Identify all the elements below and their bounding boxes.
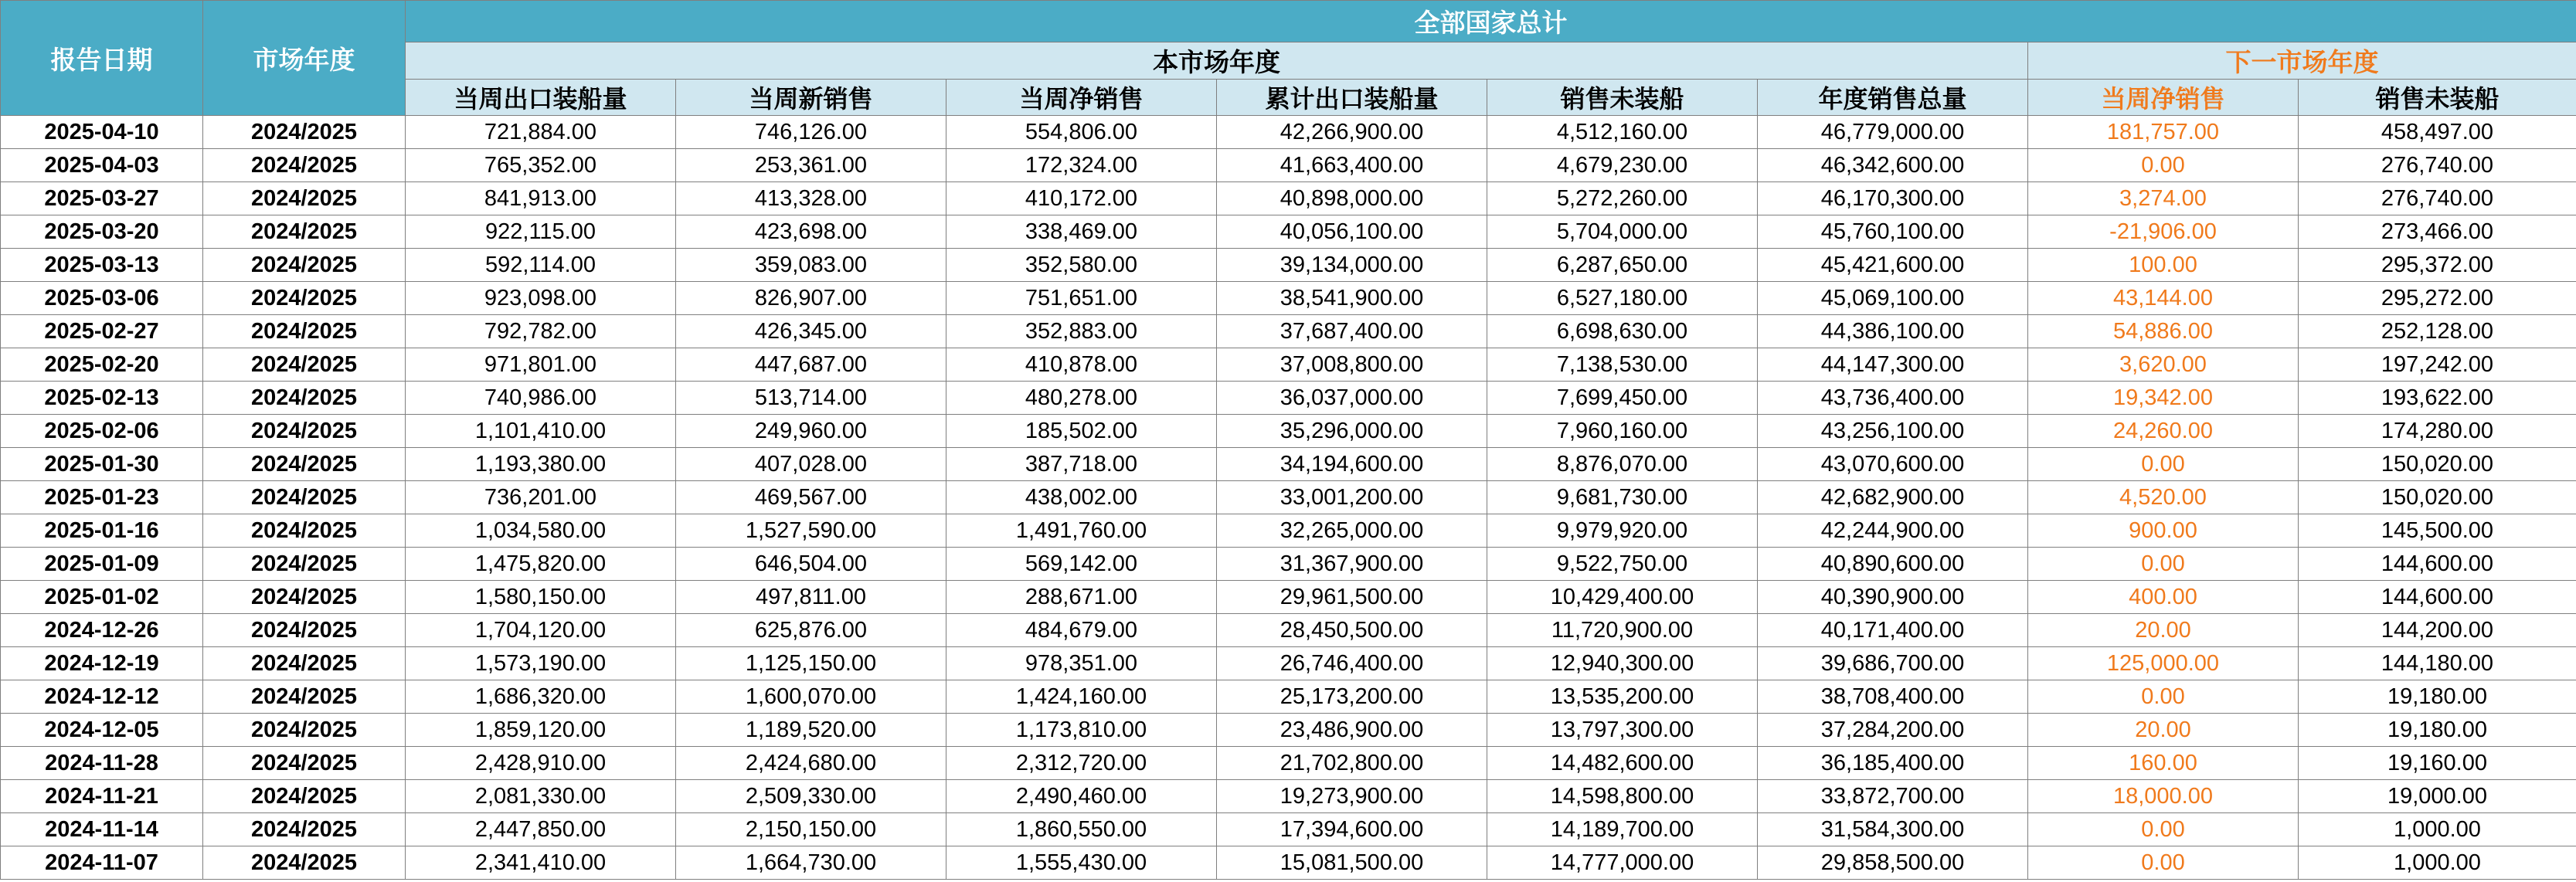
weekly-net-sales-cell[interactable]: 352,883.00 — [946, 315, 1217, 348]
outstanding-sales-cell[interactable]: 11,720,900.00 — [1487, 614, 1758, 647]
weekly-new-sales-cell[interactable]: 447,687.00 — [676, 348, 946, 382]
weekly-exports-cell[interactable]: 721,884.00 — [406, 116, 676, 149]
weekly-new-sales-cell[interactable]: 2,150,150.00 — [676, 813, 946, 846]
date-cell[interactable]: 2024-11-28 — [1, 747, 203, 780]
weekly-net-sales-cell[interactable]: 410,172.00 — [946, 182, 1217, 215]
next-outstanding-cell[interactable]: 19,180.00 — [2299, 680, 2576, 714]
next-outstanding-cell[interactable]: 273,466.00 — [2299, 215, 2576, 249]
weekly-exports-cell[interactable]: 1,686,320.00 — [406, 680, 676, 714]
market-year-cell[interactable]: 2024/2025 — [203, 215, 406, 249]
total-commitments-cell[interactable]: 39,686,700.00 — [1758, 647, 2028, 680]
market-year-cell[interactable]: 2024/2025 — [203, 714, 406, 747]
next-outstanding-cell[interactable]: 197,242.00 — [2299, 348, 2576, 382]
weekly-exports-cell[interactable]: 1,704,120.00 — [406, 614, 676, 647]
weekly-exports-cell[interactable]: 792,782.00 — [406, 315, 676, 348]
outstanding-sales-cell[interactable]: 14,189,700.00 — [1487, 813, 1758, 846]
next-outstanding-cell[interactable]: 144,200.00 — [2299, 614, 2576, 647]
date-cell[interactable]: 2025-03-20 — [1, 215, 203, 249]
next-net-sales-cell[interactable]: 0.00 — [2028, 149, 2299, 182]
next-net-sales-cell[interactable]: 24,260.00 — [2028, 415, 2299, 448]
date-cell[interactable]: 2025-02-20 — [1, 348, 203, 382]
table-row — [1, 780, 2576, 813]
weekly-new-sales-cell[interactable]: 513,714.00 — [676, 382, 946, 415]
market-year-cell[interactable]: 2024/2025 — [203, 680, 406, 714]
date-cell[interactable]: 2025-02-27 — [1, 315, 203, 348]
col-weekly-exports-header[interactable]: 当周出口装船量 — [406, 80, 676, 116]
table-row — [1, 448, 2576, 481]
table-row — [1, 415, 2576, 448]
next-outstanding-cell[interactable]: 1,000.00 — [2299, 846, 2576, 880]
next-net-sales-cell[interactable]: 125,000.00 — [2028, 647, 2299, 680]
date-cell[interactable]: 2025-02-13 — [1, 382, 203, 415]
date-cell[interactable]: 2024-12-26 — [1, 614, 203, 647]
current-market-year-header[interactable]: 本市场年度 — [406, 42, 2028, 80]
market-year-cell[interactable]: 2024/2025 — [203, 780, 406, 813]
table-row — [1, 315, 2576, 348]
table-row — [1, 382, 2576, 415]
table-row — [1, 680, 2576, 714]
accumulated-exports-cell[interactable]: 40,056,100.00 — [1217, 215, 1487, 249]
table-row — [1, 282, 2576, 315]
date-cell[interactable]: 2025-02-06 — [1, 415, 203, 448]
weekly-new-sales-cell[interactable]: 1,189,520.00 — [676, 714, 946, 747]
market-year-cell[interactable]: 2024/2025 — [203, 581, 406, 614]
accumulated-exports-cell[interactable]: 23,486,900.00 — [1217, 714, 1487, 747]
weekly-net-sales-cell[interactable]: 1,173,810.00 — [946, 714, 1217, 747]
total-commitments-cell[interactable]: 44,386,100.00 — [1758, 315, 2028, 348]
outstanding-sales-cell[interactable]: 7,960,160.00 — [1487, 415, 1758, 448]
weekly-new-sales-cell[interactable]: 2,424,680.00 — [676, 747, 946, 780]
next-outstanding-cell[interactable]: 150,020.00 — [2299, 481, 2576, 514]
market-year-cell[interactable]: 2024/2025 — [203, 448, 406, 481]
next-net-sales-cell[interactable]: 18,000.00 — [2028, 780, 2299, 813]
accumulated-exports-cell[interactable]: 35,296,000.00 — [1217, 415, 1487, 448]
accumulated-exports-cell[interactable]: 37,008,800.00 — [1217, 348, 1487, 382]
weekly-net-sales-cell[interactable]: 2,490,460.00 — [946, 780, 1217, 813]
market-year-cell[interactable]: 2024/2025 — [203, 282, 406, 315]
weekly-new-sales-cell[interactable]: 1,125,150.00 — [676, 647, 946, 680]
table-row — [1, 813, 2576, 846]
table-row — [1, 581, 2576, 614]
total-commitments-cell[interactable]: 46,779,000.00 — [1758, 116, 2028, 149]
date-cell[interactable]: 2025-01-23 — [1, 481, 203, 514]
accumulated-exports-cell[interactable]: 19,273,900.00 — [1217, 780, 1487, 813]
col-weekly-net-sales-header[interactable]: 当周净销售 — [946, 80, 1217, 116]
table-row — [1, 747, 2576, 780]
next-outstanding-cell[interactable]: 144,600.00 — [2299, 548, 2576, 581]
table-row — [1, 548, 2576, 581]
weekly-new-sales-cell[interactable]: 826,907.00 — [676, 282, 946, 315]
outstanding-sales-cell[interactable]: 6,527,180.00 — [1487, 282, 1758, 315]
next-net-sales-cell[interactable]: 43,144.00 — [2028, 282, 2299, 315]
weekly-net-sales-cell[interactable]: 554,806.00 — [946, 116, 1217, 149]
weekly-exports-cell[interactable]: 765,352.00 — [406, 149, 676, 182]
weekly-new-sales-cell[interactable]: 2,509,330.00 — [676, 780, 946, 813]
market-year-cell[interactable]: 2024/2025 — [203, 315, 406, 348]
weekly-net-sales-cell[interactable]: 185,502.00 — [946, 415, 1217, 448]
report-date-header[interactable]: 报告日期 — [1, 1, 203, 116]
table-row — [1, 348, 2576, 382]
next-net-sales-cell[interactable]: 160.00 — [2028, 747, 2299, 780]
accumulated-exports-cell[interactable]: 25,173,200.00 — [1217, 680, 1487, 714]
next-outstanding-cell[interactable]: 458,497.00 — [2299, 116, 2576, 149]
date-cell[interactable]: 2024-12-05 — [1, 714, 203, 747]
date-cell[interactable]: 2025-01-30 — [1, 448, 203, 481]
weekly-new-sales-cell[interactable]: 423,698.00 — [676, 215, 946, 249]
weekly-net-sales-cell[interactable]: 338,469.00 — [946, 215, 1217, 249]
market-year-cell[interactable]: 2024/2025 — [203, 647, 406, 680]
market-year-cell[interactable]: 2024/2025 — [203, 813, 406, 846]
weekly-exports-cell[interactable]: 1,193,380.00 — [406, 448, 676, 481]
weekly-new-sales-cell[interactable]: 497,811.00 — [676, 581, 946, 614]
total-commitments-cell[interactable]: 31,584,300.00 — [1758, 813, 2028, 846]
outstanding-sales-cell[interactable]: 7,699,450.00 — [1487, 382, 1758, 415]
total-commitments-cell[interactable]: 43,736,400.00 — [1758, 382, 2028, 415]
next-outstanding-cell[interactable]: 193,622.00 — [2299, 382, 2576, 415]
accumulated-exports-cell[interactable]: 42,266,900.00 — [1217, 116, 1487, 149]
accumulated-exports-cell[interactable]: 41,663,400.00 — [1217, 149, 1487, 182]
next-net-sales-cell[interactable]: 100.00 — [2028, 249, 2299, 282]
next-net-sales-cell[interactable]: 4,520.00 — [2028, 481, 2299, 514]
weekly-new-sales-cell[interactable]: 253,361.00 — [676, 149, 946, 182]
weekly-new-sales-cell[interactable]: 413,328.00 — [676, 182, 946, 215]
next-net-sales-cell[interactable]: 54,886.00 — [2028, 315, 2299, 348]
weekly-exports-cell[interactable]: 923,098.00 — [406, 282, 676, 315]
next-net-sales-cell[interactable]: 0.00 — [2028, 548, 2299, 581]
total-commitments-cell[interactable]: 37,284,200.00 — [1758, 714, 2028, 747]
table-row — [1, 846, 2576, 880]
outstanding-sales-cell[interactable]: 8,876,070.00 — [1487, 448, 1758, 481]
weekly-exports-cell[interactable]: 971,801.00 — [406, 348, 676, 382]
next-outstanding-cell[interactable]: 174,280.00 — [2299, 415, 2576, 448]
outstanding-sales-cell[interactable]: 14,598,800.00 — [1487, 780, 1758, 813]
next-net-sales-cell[interactable]: 20.00 — [2028, 614, 2299, 647]
next-net-sales-cell[interactable]: 0.00 — [2028, 813, 2299, 846]
weekly-exports-cell[interactable]: 841,913.00 — [406, 182, 676, 215]
weekly-new-sales-cell[interactable]: 1,664,730.00 — [676, 846, 946, 880]
next-outstanding-cell[interactable]: 19,160.00 — [2299, 747, 2576, 780]
next-outstanding-cell[interactable]: 1,000.00 — [2299, 813, 2576, 846]
accumulated-exports-cell[interactable]: 32,265,000.00 — [1217, 514, 1487, 548]
accumulated-exports-cell[interactable]: 29,961,500.00 — [1217, 581, 1487, 614]
next-outstanding-cell[interactable]: 145,500.00 — [2299, 514, 2576, 548]
weekly-net-sales-cell[interactable]: 352,580.00 — [946, 249, 1217, 282]
weekly-exports-cell[interactable]: 592,114.00 — [406, 249, 676, 282]
weekly-exports-cell[interactable]: 922,115.00 — [406, 215, 676, 249]
accumulated-exports-cell[interactable]: 34,194,600.00 — [1217, 448, 1487, 481]
accumulated-exports-cell[interactable]: 15,081,500.00 — [1217, 846, 1487, 880]
outstanding-sales-cell[interactable]: 14,777,000.00 — [1487, 846, 1758, 880]
col-total-commitments-header[interactable]: 年度销售总量 — [1758, 80, 2028, 116]
total-commitments-cell[interactable]: 45,421,600.00 — [1758, 249, 2028, 282]
outstanding-sales-cell[interactable]: 9,979,920.00 — [1487, 514, 1758, 548]
outstanding-sales-cell[interactable]: 5,272,260.00 — [1487, 182, 1758, 215]
date-cell[interactable]: 2024-12-19 — [1, 647, 203, 680]
table-body — [1, 116, 2576, 880]
weekly-net-sales-cell[interactable]: 172,324.00 — [946, 149, 1217, 182]
date-cell[interactable]: 2025-04-10 — [1, 116, 203, 149]
next-outstanding-cell[interactable]: 144,600.00 — [2299, 581, 2576, 614]
next-outstanding-cell[interactable]: 276,740.00 — [2299, 182, 2576, 215]
weekly-net-sales-cell[interactable]: 1,860,550.00 — [946, 813, 1217, 846]
weekly-new-sales-cell[interactable]: 407,028.00 — [676, 448, 946, 481]
next-outstanding-cell[interactable]: 252,128.00 — [2299, 315, 2576, 348]
accumulated-exports-cell[interactable]: 17,394,600.00 — [1217, 813, 1487, 846]
date-cell[interactable]: 2025-01-02 — [1, 581, 203, 614]
weekly-exports-cell[interactable]: 2,447,850.00 — [406, 813, 676, 846]
outstanding-sales-cell[interactable]: 9,522,750.00 — [1487, 548, 1758, 581]
weekly-exports-cell[interactable]: 2,081,330.00 — [406, 780, 676, 813]
market-year-cell[interactable]: 2024/2025 — [203, 846, 406, 880]
next-outstanding-cell[interactable]: 276,740.00 — [2299, 149, 2576, 182]
total-commitments-cell[interactable]: 40,171,400.00 — [1758, 614, 2028, 647]
accumulated-exports-cell[interactable]: 39,134,000.00 — [1217, 249, 1487, 282]
next-net-sales-cell[interactable]: 0.00 — [2028, 680, 2299, 714]
outstanding-sales-cell[interactable]: 6,698,630.00 — [1487, 315, 1758, 348]
market-year-cell[interactable]: 2024/2025 — [203, 116, 406, 149]
outstanding-sales-cell[interactable]: 13,535,200.00 — [1487, 680, 1758, 714]
market-year-cell[interactable]: 2024/2025 — [203, 415, 406, 448]
total-commitments-cell[interactable]: 45,760,100.00 — [1758, 215, 2028, 249]
col-next-net-sales-header[interactable]: 当周净销售 — [2028, 80, 2299, 116]
total-commitments-cell[interactable]: 40,890,600.00 — [1758, 548, 2028, 581]
table-row — [1, 481, 2576, 514]
next-net-sales-cell[interactable]: 3,620.00 — [2028, 348, 2299, 382]
weekly-net-sales-cell[interactable]: 569,142.00 — [946, 548, 1217, 581]
weekly-exports-cell[interactable]: 1,475,820.00 — [406, 548, 676, 581]
date-cell[interactable]: 2025-01-09 — [1, 548, 203, 581]
accumulated-exports-cell[interactable]: 33,001,200.00 — [1217, 481, 1487, 514]
weekly-net-sales-cell[interactable]: 2,312,720.00 — [946, 747, 1217, 780]
next-net-sales-cell[interactable]: 3,274.00 — [2028, 182, 2299, 215]
outstanding-sales-cell[interactable]: 10,429,400.00 — [1487, 581, 1758, 614]
total-commitments-cell[interactable]: 42,682,900.00 — [1758, 481, 2028, 514]
weekly-net-sales-cell[interactable]: 387,718.00 — [946, 448, 1217, 481]
total-commitments-cell[interactable]: 42,244,900.00 — [1758, 514, 2028, 548]
accumulated-exports-cell[interactable]: 40,898,000.00 — [1217, 182, 1487, 215]
total-commitments-cell[interactable]: 36,185,400.00 — [1758, 747, 2028, 780]
table-row — [1, 149, 2576, 182]
weekly-net-sales-cell[interactable]: 1,424,160.00 — [946, 680, 1217, 714]
accumulated-exports-cell[interactable]: 38,541,900.00 — [1217, 282, 1487, 315]
col-weekly-new-sales-header[interactable]: 当周新销售 — [676, 80, 946, 116]
outstanding-sales-cell[interactable]: 14,482,600.00 — [1487, 747, 1758, 780]
outstanding-sales-cell[interactable]: 5,704,000.00 — [1487, 215, 1758, 249]
market-year-cell[interactable]: 2024/2025 — [203, 514, 406, 548]
outstanding-sales-cell[interactable]: 4,512,160.00 — [1487, 116, 1758, 149]
table-row — [1, 714, 2576, 747]
weekly-net-sales-cell[interactable]: 751,651.00 — [946, 282, 1217, 315]
accumulated-exports-cell[interactable]: 28,450,500.00 — [1217, 614, 1487, 647]
date-cell[interactable]: 2025-03-27 — [1, 182, 203, 215]
outstanding-sales-cell[interactable]: 6,287,650.00 — [1487, 249, 1758, 282]
market-year-cell[interactable]: 2024/2025 — [203, 182, 406, 215]
weekly-net-sales-cell[interactable]: 438,002.00 — [946, 481, 1217, 514]
accumulated-exports-cell[interactable]: 31,367,900.00 — [1217, 548, 1487, 581]
outstanding-sales-cell[interactable]: 7,138,530.00 — [1487, 348, 1758, 382]
table-row — [1, 116, 2576, 149]
outstanding-sales-cell[interactable]: 12,940,300.00 — [1487, 647, 1758, 680]
weekly-new-sales-cell[interactable]: 359,083.00 — [676, 249, 946, 282]
next-net-sales-cell[interactable]: 19,342.00 — [2028, 382, 2299, 415]
outstanding-sales-cell[interactable]: 13,797,300.00 — [1487, 714, 1758, 747]
date-cell[interactable]: 2025-03-06 — [1, 282, 203, 315]
market-year-cell[interactable]: 2024/2025 — [203, 249, 406, 282]
accumulated-exports-cell[interactable]: 21,702,800.00 — [1217, 747, 1487, 780]
next-outstanding-cell[interactable]: 144,180.00 — [2299, 647, 2576, 680]
weekly-new-sales-cell[interactable]: 1,527,590.00 — [676, 514, 946, 548]
weekly-new-sales-cell[interactable]: 469,567.00 — [676, 481, 946, 514]
outstanding-sales-cell[interactable]: 4,679,230.00 — [1487, 149, 1758, 182]
total-commitments-cell[interactable]: 43,256,100.00 — [1758, 415, 2028, 448]
all-countries-total-header[interactable]: 全部国家总计 — [406, 1, 2576, 42]
date-cell[interactable]: 2024-11-14 — [1, 813, 203, 846]
weekly-exports-cell[interactable]: 2,341,410.00 — [406, 846, 676, 880]
next-market-year-header[interactable]: 下一市场年度 — [2028, 42, 2576, 80]
table-row — [1, 647, 2576, 680]
market-year-cell[interactable]: 2024/2025 — [203, 747, 406, 780]
date-cell[interactable]: 2025-04-03 — [1, 149, 203, 182]
weekly-net-sales-cell[interactable]: 410,878.00 — [946, 348, 1217, 382]
table-row — [1, 249, 2576, 282]
weekly-net-sales-cell[interactable]: 978,351.00 — [946, 647, 1217, 680]
date-cell[interactable]: 2024-11-21 — [1, 780, 203, 813]
market-year-cell[interactable]: 2024/2025 — [203, 481, 406, 514]
total-commitments-cell[interactable]: 46,342,600.00 — [1758, 149, 2028, 182]
next-net-sales-cell[interactable]: 181,757.00 — [2028, 116, 2299, 149]
next-net-sales-cell[interactable]: 0.00 — [2028, 846, 2299, 880]
next-net-sales-cell[interactable]: 900.00 — [2028, 514, 2299, 548]
table-row — [1, 215, 2576, 249]
weekly-exports-cell[interactable]: 1,101,410.00 — [406, 415, 676, 448]
table-row — [1, 614, 2576, 647]
date-cell[interactable]: 2025-01-16 — [1, 514, 203, 548]
weekly-exports-cell[interactable]: 1,034,580.00 — [406, 514, 676, 548]
next-outstanding-cell[interactable]: 295,272.00 — [2299, 282, 2576, 315]
market-year-cell[interactable]: 2024/2025 — [203, 614, 406, 647]
next-outstanding-cell[interactable]: 150,020.00 — [2299, 448, 2576, 481]
weekly-new-sales-cell[interactable]: 1,600,070.00 — [676, 680, 946, 714]
total-commitments-cell[interactable]: 40,390,900.00 — [1758, 581, 2028, 614]
weekly-exports-cell[interactable]: 736,201.00 — [406, 481, 676, 514]
weekly-exports-cell[interactable]: 2,428,910.00 — [406, 747, 676, 780]
next-net-sales-cell[interactable]: 0.00 — [2028, 448, 2299, 481]
weekly-exports-cell[interactable]: 1,859,120.00 — [406, 714, 676, 747]
weekly-new-sales-cell[interactable]: 426,345.00 — [676, 315, 946, 348]
accumulated-exports-cell[interactable]: 37,687,400.00 — [1217, 315, 1487, 348]
total-commitments-cell[interactable]: 44,147,300.00 — [1758, 348, 2028, 382]
col-next-outstanding-header[interactable]: 销售未装船 — [2299, 80, 2576, 116]
date-cell[interactable]: 2025-03-13 — [1, 249, 203, 282]
next-net-sales-cell[interactable]: -21,906.00 — [2028, 215, 2299, 249]
date-cell[interactable]: 2024-12-12 — [1, 680, 203, 714]
weekly-new-sales-cell[interactable]: 625,876.00 — [676, 614, 946, 647]
market-year-cell[interactable]: 2024/2025 — [203, 382, 406, 415]
weekly-exports-cell[interactable]: 1,580,150.00 — [406, 581, 676, 614]
outstanding-sales-cell[interactable]: 9,681,730.00 — [1487, 481, 1758, 514]
weekly-new-sales-cell[interactable]: 249,960.00 — [676, 415, 946, 448]
market-year-header[interactable]: 市场年度 — [203, 1, 406, 116]
col-outstanding-sales-header[interactable]: 销售未装船 — [1487, 80, 1758, 116]
weekly-exports-cell[interactable]: 1,573,190.00 — [406, 647, 676, 680]
table-row — [1, 514, 2576, 548]
market-year-cell[interactable]: 2024/2025 — [203, 548, 406, 581]
weekly-net-sales-cell[interactable]: 288,671.00 — [946, 581, 1217, 614]
weekly-net-sales-cell[interactable]: 480,278.00 — [946, 382, 1217, 415]
total-commitments-cell[interactable]: 43,070,600.00 — [1758, 448, 2028, 481]
total-commitments-cell[interactable]: 38,708,400.00 — [1758, 680, 2028, 714]
total-commitments-cell[interactable]: 29,858,500.00 — [1758, 846, 2028, 880]
weekly-new-sales-cell[interactable]: 746,126.00 — [676, 116, 946, 149]
next-net-sales-cell[interactable]: 20.00 — [2028, 714, 2299, 747]
next-outstanding-cell[interactable]: 295,372.00 — [2299, 249, 2576, 282]
table-row — [1, 182, 2576, 215]
accumulated-exports-cell[interactable]: 36,037,000.00 — [1217, 382, 1487, 415]
total-commitments-cell[interactable]: 46,170,300.00 — [1758, 182, 2028, 215]
market-year-cell[interactable]: 2024/2025 — [203, 149, 406, 182]
next-outstanding-cell[interactable]: 19,000.00 — [2299, 780, 2576, 813]
total-commitments-cell[interactable]: 45,069,100.00 — [1758, 282, 2028, 315]
col-accumulated-exports-header[interactable]: 累计出口装船量 — [1217, 80, 1487, 116]
market-year-cell[interactable]: 2024/2025 — [203, 348, 406, 382]
weekly-net-sales-cell[interactable]: 1,491,760.00 — [946, 514, 1217, 548]
accumulated-exports-cell[interactable]: 26,746,400.00 — [1217, 647, 1487, 680]
date-cell[interactable]: 2024-11-07 — [1, 846, 203, 880]
weekly-net-sales-cell[interactable]: 1,555,430.00 — [946, 846, 1217, 880]
total-commitments-cell[interactable]: 33,872,700.00 — [1758, 780, 2028, 813]
next-net-sales-cell[interactable]: 400.00 — [2028, 581, 2299, 614]
weekly-new-sales-cell[interactable]: 646,504.00 — [676, 548, 946, 581]
next-outstanding-cell[interactable]: 19,180.00 — [2299, 714, 2576, 747]
weekly-net-sales-cell[interactable]: 484,679.00 — [946, 614, 1217, 647]
weekly-exports-cell[interactable]: 740,986.00 — [406, 382, 676, 415]
